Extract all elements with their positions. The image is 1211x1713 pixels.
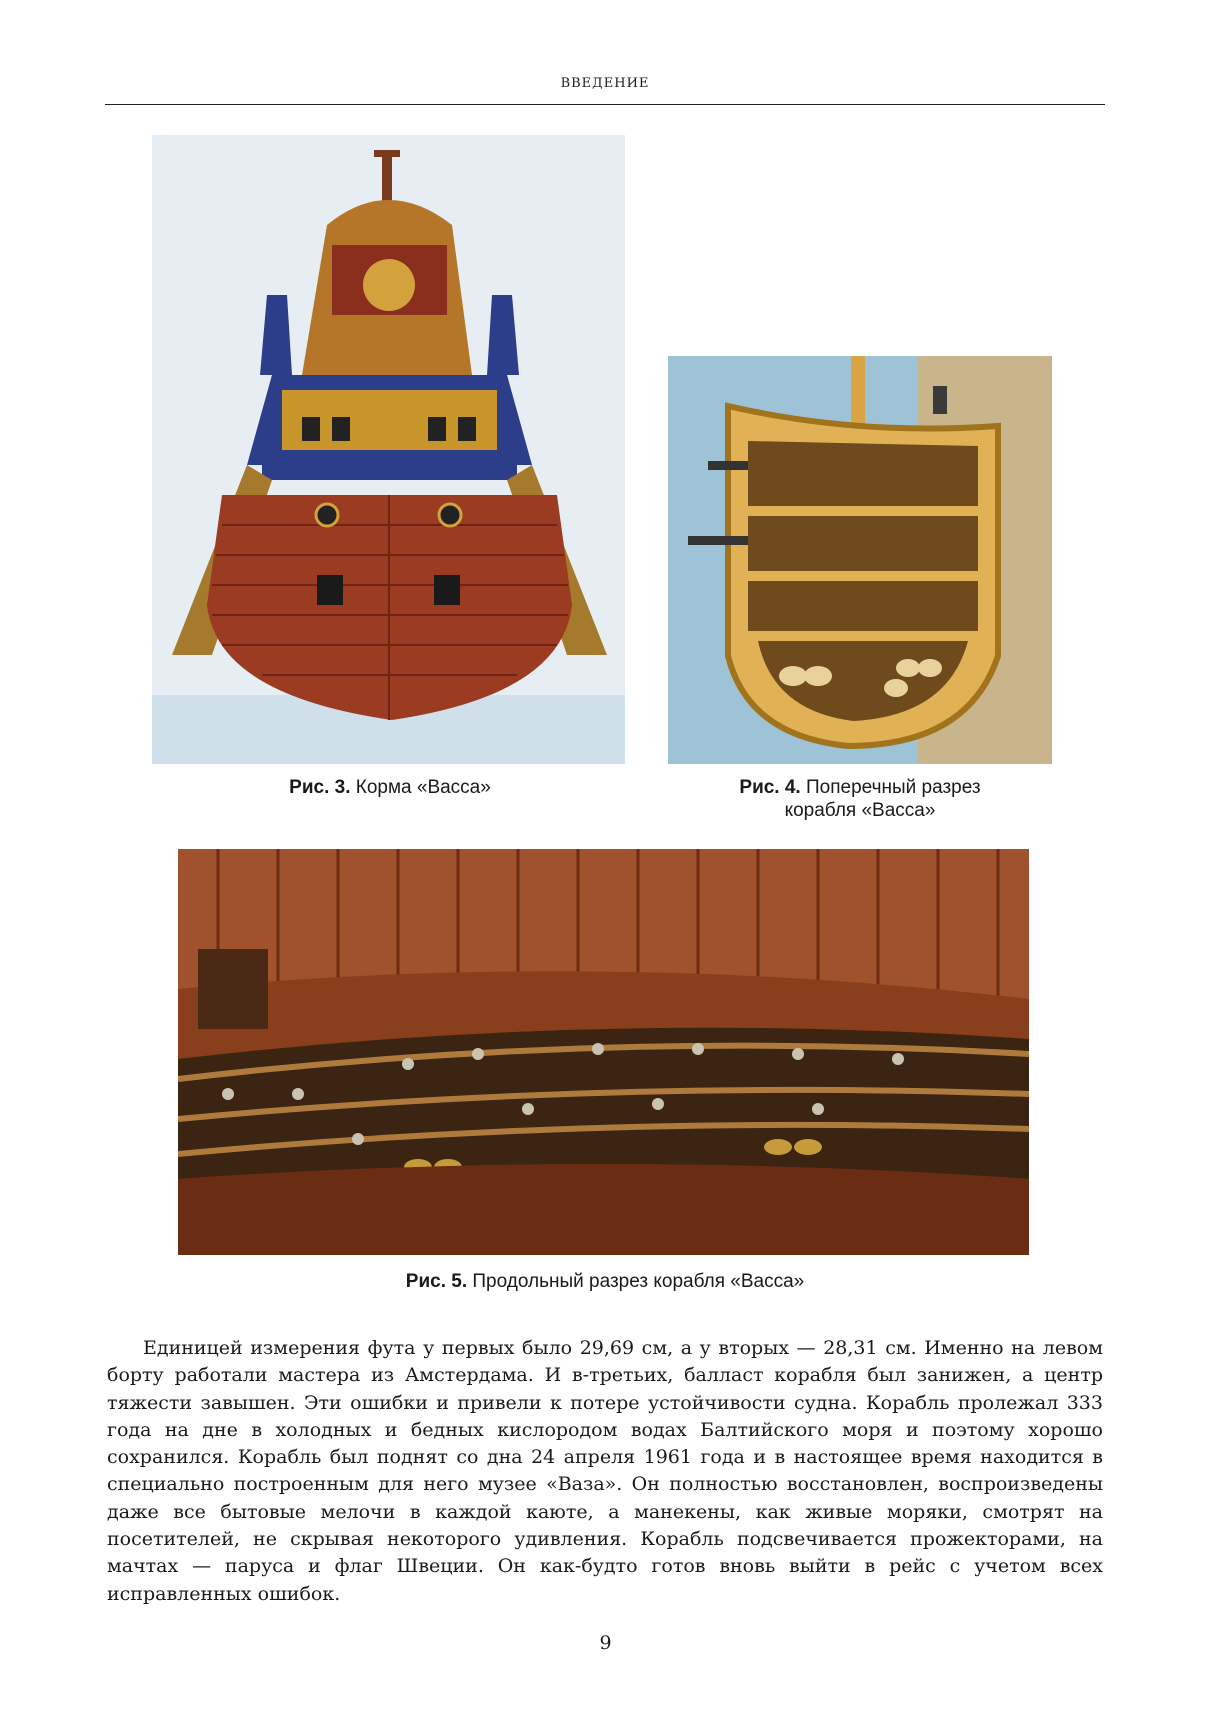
running-head: ВВЕДЕНИЕ [560,76,650,91]
figure-5-caption [330,1270,880,1293]
figure-longitudinal-section-image [178,849,1029,1255]
header-rule [105,104,1105,105]
figure-4-caption-text: Поперечный разрез корабля «Васса» [784,777,981,821]
figure-stern-image [152,135,625,764]
figure-3-caption-text: Корма «Васса» [350,777,491,798]
page-number: 9 [599,1632,612,1654]
figure-3-caption [230,776,550,799]
figure-4-caption [705,776,1015,822]
figure-4-label: Рис. 4. [739,777,801,798]
figure-cross-section-image [668,356,1052,764]
figure-5-label: Рис. 5. [405,1271,468,1292]
figure-3-label: Рис. 3. [289,777,351,798]
figure-5-caption-text: Продольный разрез корабля «Васса» [467,1271,805,1292]
body-paragraph: Единицей измерения фута у первых было 29,69 см, а у вторых — 28,31 см. Именно на левом борту работали мастера из Амстердама. И в-третьих, балласт корабля был занижен, а центр тяжести завышен. Эти ошибки и привели к потере устойчивости судна. Корабль пролежал 333 года на дне в холодных и бедных кислородом водах Балтийского моря и поэтому хорошо сохранился. Корабль был поднят со дна 24 апреля 1961 года и в настоящее время находится в специально построенным для него музее «Ваза». Он полностью восстановлен, воспроизведены даже все бытовые мелочи в каждой каюте, а манекены, как живые моряки, смотрят на посетителей, не скрывая некоторого удивления. Корабль подсвечивается прожекторами, на мачтах — паруса и флаг Швеции. Он как-будто готов вновь выйти в рейс с учетом всех исправленных ошибок. [107,1337,1103,1605]
